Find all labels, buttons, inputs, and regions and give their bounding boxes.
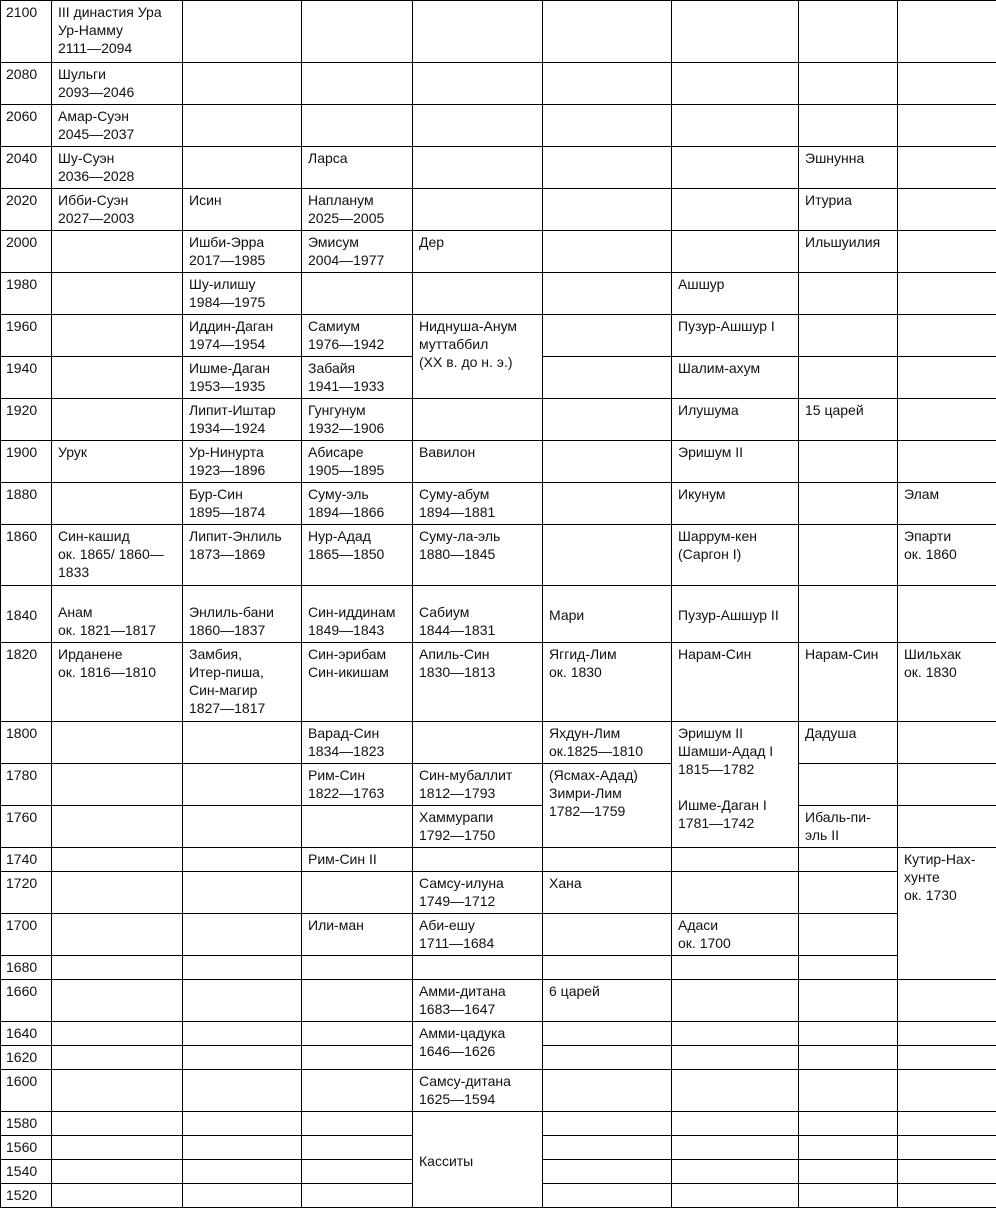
- year-cell: 1960: [1, 315, 52, 357]
- cell-babylon: Апиль-Син 1830—1813: [413, 643, 543, 722]
- cell-ur: Шульги 2093—2046: [52, 63, 183, 105]
- cell-larsa: Син-иддинам 1849—1843: [302, 586, 413, 643]
- cell-eshnunna: [799, 1046, 898, 1070]
- table-row: [1, 483, 996, 525]
- cell-eshnunna: [799, 1136, 898, 1160]
- cell-isin: Бур-Син 1895—1874: [183, 483, 302, 525]
- cell-eshnunna: [799, 980, 898, 1022]
- cell-uruk: [52, 273, 183, 315]
- cell-elam: Кутир-Нах- хунте ок. 1730: [898, 848, 996, 980]
- cell-mari: [543, 273, 672, 315]
- cell-elam: [898, 722, 996, 764]
- cell-uruk: [52, 1112, 183, 1136]
- cell-uruk: [52, 1160, 183, 1184]
- cell-babylon: Вавилон: [413, 441, 543, 483]
- cell-elam: [898, 586, 996, 643]
- year-cell: 1860: [1, 525, 52, 586]
- cell-babylon: Самсу-дитана 1625—1594: [413, 1070, 543, 1112]
- cell-isin: [183, 1, 302, 63]
- cell-assur: Адаси ок. 1700: [672, 914, 799, 956]
- cell-assur: [672, 1046, 799, 1070]
- year-cell: 1520: [1, 1184, 52, 1208]
- year-cell: 1880: [1, 483, 52, 525]
- cell-babylon: Аби-ешу 1711—1684: [413, 914, 543, 956]
- table-row: [1, 231, 996, 273]
- cell-isin: [183, 147, 302, 189]
- cell-eshnunna: [799, 1, 898, 63]
- cell-uruk: [52, 764, 183, 806]
- cell-eshnunna: [799, 956, 898, 980]
- table-row: [1, 722, 996, 764]
- cell-assur: Эришум II Шамши-Адад I 1815—1782 Ишме-Даган I 1781—1742: [672, 722, 799, 848]
- cell-eshnunna: [799, 872, 898, 914]
- cell-assur: [672, 1184, 799, 1208]
- cell-elam: [898, 441, 996, 483]
- cell-uruk: [52, 1136, 183, 1160]
- cell-elam: [898, 231, 996, 273]
- table-row: [1, 441, 996, 483]
- cell-mari: Хана: [543, 872, 672, 914]
- cell-assur: [672, 1160, 799, 1184]
- cell-assur: Шалим-ахум: [672, 357, 799, 399]
- cell-ur: Амар-Суэн 2045—2037: [52, 105, 183, 147]
- table-row: [1, 914, 996, 956]
- cell-assur: [672, 1136, 799, 1160]
- table-row: [1, 764, 996, 806]
- cell-mari: [543, 315, 672, 357]
- cell-elam: Эпарти ок. 1860: [898, 525, 996, 586]
- year-cell: 2040: [1, 147, 52, 189]
- cell-isin: [183, 1070, 302, 1112]
- cell-larsa: [302, 63, 413, 105]
- cell-isin: Шу-илишу 1984—1975: [183, 273, 302, 315]
- cell-isin: [183, 980, 302, 1022]
- cell-eshnunna: [799, 848, 898, 872]
- cell-babylon: [413, 399, 543, 441]
- cell-isin: [183, 105, 302, 147]
- cell-mari: [543, 147, 672, 189]
- cell-assur: [672, 231, 799, 273]
- cell-assur: Пузур-Ашшур II: [672, 586, 799, 643]
- cell-isin: [183, 1046, 302, 1070]
- cell-eshnunna: [799, 586, 898, 643]
- cell-babylon: Касситы: [413, 1112, 543, 1208]
- cell-larsa: Син-эрибам Син-икишам: [302, 643, 413, 722]
- cell-eshnunna: [799, 357, 898, 399]
- cell-eshnunna: [799, 273, 898, 315]
- cell-eshnunna: 15 царей: [799, 399, 898, 441]
- cell-assur: Шаррум-кен (Саргон I): [672, 525, 799, 586]
- cell-larsa: Гунгунум 1932—1906: [302, 399, 413, 441]
- table-row: [1, 806, 996, 848]
- cell-uruk: [52, 956, 183, 980]
- year-cell: 1660: [1, 980, 52, 1022]
- cell-assur: [672, 147, 799, 189]
- cell-babylon: [413, 722, 543, 764]
- cell-larsa: Забайя 1941—1933: [302, 357, 413, 399]
- cell-ur: III династия Ура Ур-Намму 2111—2094: [52, 1, 183, 63]
- cell-isin: Ишби-Эрра 2017—1985: [183, 231, 302, 273]
- table-row: [1, 63, 996, 105]
- cell-larsa: [302, 956, 413, 980]
- cell-elam: Шильхак ок. 1830: [898, 643, 996, 722]
- year-cell: 1640: [1, 1022, 52, 1046]
- cell-mari: [543, 441, 672, 483]
- cell-mari: [543, 399, 672, 441]
- cell-elam: [898, 1070, 996, 1112]
- cell-larsa: [302, 806, 413, 848]
- cell-larsa: [302, 980, 413, 1022]
- cell-isin: [183, 764, 302, 806]
- cell-uruk: [52, 1046, 183, 1070]
- cell-babylon: Суму-ла-эль 1880—1845: [413, 525, 543, 586]
- cell-babylon: [413, 956, 543, 980]
- cell-mari: [543, 956, 672, 980]
- cell-assur: [672, 189, 799, 231]
- year-cell: 2080: [1, 63, 52, 105]
- cell-larsa: [302, 1112, 413, 1136]
- table-row: [1, 1, 996, 63]
- cell-larsa: Абисаре 1905—1895: [302, 441, 413, 483]
- cell-larsa: Рим-Син 1822—1763: [302, 764, 413, 806]
- year-cell: 1580: [1, 1112, 52, 1136]
- cell-assur: Илушума: [672, 399, 799, 441]
- cell-eshnunna: [799, 914, 898, 956]
- cell-assur: Ашшур: [672, 273, 799, 315]
- cell-assur: Нарам-Син: [672, 643, 799, 722]
- cell-eshnunna: [799, 483, 898, 525]
- cell-elam: [898, 806, 996, 848]
- cell-uruk: [52, 806, 183, 848]
- cell-uruk: [52, 483, 183, 525]
- cell-isin: [183, 806, 302, 848]
- cell-elam: [898, 357, 996, 399]
- cell-isin: Замбия, Итер-пиша, Син-магир 1827—1817: [183, 643, 302, 722]
- cell-babylon: [413, 848, 543, 872]
- cell-mari: Яхдун-Лим ок.1825—1810: [543, 722, 672, 764]
- cell-ur: Ибби-Суэн 2027—2003: [52, 189, 183, 231]
- cell-eshnunna: [799, 105, 898, 147]
- cell-assur: Икунум: [672, 483, 799, 525]
- cell-larsa: [302, 105, 413, 147]
- cell-mari: [543, 189, 672, 231]
- year-cell: 1900: [1, 441, 52, 483]
- cell-mari: [543, 1070, 672, 1112]
- cell-eshnunna: Эшнунна: [799, 147, 898, 189]
- table-row: [1, 189, 996, 231]
- cell-elam: [898, 1160, 996, 1184]
- year-cell: 2020: [1, 189, 52, 231]
- cell-eshnunna: [799, 1160, 898, 1184]
- year-cell: 1820: [1, 643, 52, 722]
- cell-babylon: Амми-цадука 1646—1626: [413, 1022, 543, 1070]
- year-cell: 1600: [1, 1070, 52, 1112]
- cell-larsa: Самиум 1976—1942: [302, 315, 413, 357]
- cell-isin: Исин: [183, 189, 302, 231]
- cell-babylon: Амми-дитана 1683—1647: [413, 980, 543, 1022]
- table-row: [1, 872, 996, 914]
- cell-babylon: [413, 273, 543, 315]
- cell-babylon: Ниднуша-Анум муттаббил (XX в. до н. э.): [413, 315, 543, 399]
- cell-isin: [183, 1136, 302, 1160]
- cell-babylon: Самсу-илуна 1749—1712: [413, 872, 543, 914]
- table-row: [1, 1022, 996, 1046]
- cell-uruk: [52, 1070, 183, 1112]
- cell-babylon: [413, 1, 543, 63]
- year-cell: 1800: [1, 722, 52, 764]
- table-row: [1, 525, 996, 586]
- year-cell: 1940: [1, 357, 52, 399]
- cell-elam: [898, 1, 996, 63]
- year-cell: 2000: [1, 231, 52, 273]
- cell-uruk: [52, 357, 183, 399]
- cell-isin: Ишме-Даган 1953—1935: [183, 357, 302, 399]
- cell-mari: [543, 357, 672, 399]
- year-cell: 2060: [1, 105, 52, 147]
- cell-elam: [898, 1046, 996, 1070]
- cell-uruk: Урук: [52, 441, 183, 483]
- table-row: [1, 315, 996, 357]
- year-cell: 2100: [1, 1, 52, 63]
- cell-elam: [898, 63, 996, 105]
- cell-isin: [183, 1184, 302, 1208]
- cell-mari: [543, 63, 672, 105]
- cell-larsa: [302, 1136, 413, 1160]
- table-row: [1, 399, 996, 441]
- year-cell: 1560: [1, 1136, 52, 1160]
- cell-elam: [898, 105, 996, 147]
- cell-larsa: [302, 273, 413, 315]
- cell-eshnunna: [799, 1070, 898, 1112]
- table-row: [1, 956, 996, 980]
- cell-isin: Иддин-Даган 1974—1954: [183, 315, 302, 357]
- cell-larsa: Нур-Адад 1865—1850: [302, 525, 413, 586]
- cell-elam: [898, 147, 996, 189]
- cell-eshnunna: [799, 764, 898, 806]
- cell-mari: [543, 1112, 672, 1136]
- cell-isin: [183, 722, 302, 764]
- cell-babylon: [413, 105, 543, 147]
- cell-isin: [183, 872, 302, 914]
- cell-mari: [543, 105, 672, 147]
- cell-uruk: Анам ок. 1821—1817: [52, 586, 183, 643]
- cell-uruk: Ирданене ок. 1816—1810: [52, 643, 183, 722]
- cell-mari: Мари: [543, 586, 672, 643]
- cell-mari: [543, 1184, 672, 1208]
- cell-isin: [183, 956, 302, 980]
- cell-elam: [898, 399, 996, 441]
- cell-larsa: Или-ман: [302, 914, 413, 956]
- cell-mari: [543, 914, 672, 956]
- cell-assur: [672, 872, 799, 914]
- year-cell: 1840: [1, 586, 52, 643]
- cell-isin: [183, 1112, 302, 1136]
- cell-isin: [183, 1022, 302, 1046]
- cell-larsa: Эмисум 2004—1977: [302, 231, 413, 273]
- cell-eshnunna: [799, 441, 898, 483]
- cell-larsa: [302, 1160, 413, 1184]
- cell-babylon: Хаммурапи 1792—1750: [413, 806, 543, 848]
- cell-assur: [672, 980, 799, 1022]
- cell-assur: [672, 848, 799, 872]
- cell-assur: [672, 1112, 799, 1136]
- cell-eshnunna: [799, 525, 898, 586]
- cell-babylon: Суму-абум 1894—1881: [413, 483, 543, 525]
- cell-uruk: [52, 872, 183, 914]
- cell-isin: Липит-Энлиль 1873—1869: [183, 525, 302, 586]
- cell-mari: [543, 231, 672, 273]
- cell-assur: [672, 1022, 799, 1046]
- cell-isin: [183, 1160, 302, 1184]
- cell-uruk: [52, 1022, 183, 1046]
- cell-babylon: Син-мубаллит 1812—1793: [413, 764, 543, 806]
- cell-isin: Энлиль-бани 1860—1837: [183, 586, 302, 643]
- cell-mari: 6 царей: [543, 980, 672, 1022]
- cell-uruk: [52, 914, 183, 956]
- cell-eshnunna: [799, 1022, 898, 1046]
- cell-mari: [543, 1160, 672, 1184]
- cell-eshnunna: Дадуша: [799, 722, 898, 764]
- cell-larsa: [302, 872, 413, 914]
- cell-mari: (Ясмах-Адад) Зимри-Лим 1782—1759: [543, 764, 672, 848]
- cell-assur: [672, 1070, 799, 1112]
- year-cell: 1740: [1, 848, 52, 872]
- year-cell: 1760: [1, 806, 52, 848]
- cell-uruk: [52, 848, 183, 872]
- cell-eshnunna: Ибаль-пи- эль II: [799, 806, 898, 848]
- cell-babylon: [413, 147, 543, 189]
- cell-larsa: Суму-эль 1894—1866: [302, 483, 413, 525]
- cell-larsa: Рим-Син II: [302, 848, 413, 872]
- year-cell: 1700: [1, 914, 52, 956]
- cell-mari: Яггид-Лим ок. 1830: [543, 643, 672, 722]
- cell-assur: [672, 1, 799, 63]
- cell-babylon: Дер: [413, 231, 543, 273]
- cell-eshnunna: Итуриа: [799, 189, 898, 231]
- cell-assur: [672, 105, 799, 147]
- year-cell: 1920: [1, 399, 52, 441]
- cell-elam: [898, 980, 996, 1022]
- cell-mari: [543, 483, 672, 525]
- cell-larsa: [302, 1022, 413, 1046]
- cell-uruk: [52, 399, 183, 441]
- cell-mari: [543, 1046, 672, 1070]
- year-cell: 1620: [1, 1046, 52, 1070]
- cell-elam: [898, 189, 996, 231]
- cell-uruk: [52, 315, 183, 357]
- cell-uruk: Син-кашид ок. 1865/ 1860— 1833: [52, 525, 183, 586]
- cell-uruk: [52, 1184, 183, 1208]
- cell-isin: Ур-Нинурта 1923—1896: [183, 441, 302, 483]
- table-row: [1, 1112, 996, 1136]
- cell-isin: [183, 848, 302, 872]
- cell-assur: [672, 956, 799, 980]
- table-row: [1, 586, 996, 643]
- table-row: [1, 1070, 996, 1112]
- cell-larsa: Ларса: [302, 147, 413, 189]
- cell-elam: [898, 764, 996, 806]
- cell-eshnunna: Нарам-Син: [799, 643, 898, 722]
- table-row: [1, 848, 996, 872]
- cell-larsa: [302, 1070, 413, 1112]
- cell-eshnunna: [799, 1112, 898, 1136]
- cell-uruk: [52, 231, 183, 273]
- cell-larsa: Варад-Син 1834—1823: [302, 722, 413, 764]
- cell-larsa: [302, 1046, 413, 1070]
- cell-eshnunna: [799, 315, 898, 357]
- table-row: [1, 643, 996, 722]
- cell-eshnunna: [799, 63, 898, 105]
- cell-uruk: [52, 980, 183, 1022]
- cell-larsa: [302, 1184, 413, 1208]
- cell-elam: Элам: [898, 483, 996, 525]
- cell-assur: [672, 63, 799, 105]
- cell-isin: [183, 63, 302, 105]
- cell-elam: [898, 315, 996, 357]
- cell-isin: [183, 914, 302, 956]
- cell-elam: [898, 1136, 996, 1160]
- year-cell: 1780: [1, 764, 52, 806]
- year-cell: 1680: [1, 956, 52, 980]
- year-cell: 1720: [1, 872, 52, 914]
- year-cell: 1980: [1, 273, 52, 315]
- table-row: [1, 105, 996, 147]
- cell-mari: [543, 1022, 672, 1046]
- cell-assur: Эришум II: [672, 441, 799, 483]
- cell-eshnunna: [799, 1184, 898, 1208]
- cell-eshnunna: Ильшуилия: [799, 231, 898, 273]
- cell-babylon: [413, 63, 543, 105]
- cell-mari: [543, 1136, 672, 1160]
- cell-babylon: Сабиум 1844—1831: [413, 586, 543, 643]
- cell-isin: Липит-Иштар 1934—1924: [183, 399, 302, 441]
- cell-ur: Шу-Суэн 2036—2028: [52, 147, 183, 189]
- cell-larsa: Напланум 2025—2005: [302, 189, 413, 231]
- cell-uruk: [52, 722, 183, 764]
- cell-elam: [898, 1022, 996, 1046]
- cell-mari: [543, 1, 672, 63]
- table-row: [1, 273, 996, 315]
- year-cell: 1540: [1, 1160, 52, 1184]
- cell-larsa: [302, 1, 413, 63]
- cell-mari: [543, 848, 672, 872]
- cell-elam: [898, 1184, 996, 1208]
- table-row: [1, 980, 996, 1022]
- cell-babylon: [413, 189, 543, 231]
- cell-elam: [898, 1112, 996, 1136]
- cell-mari: [543, 525, 672, 586]
- cell-assur: Пузур-Ашшур I: [672, 315, 799, 357]
- table-row: [1, 147, 996, 189]
- cell-elam: [898, 273, 996, 315]
